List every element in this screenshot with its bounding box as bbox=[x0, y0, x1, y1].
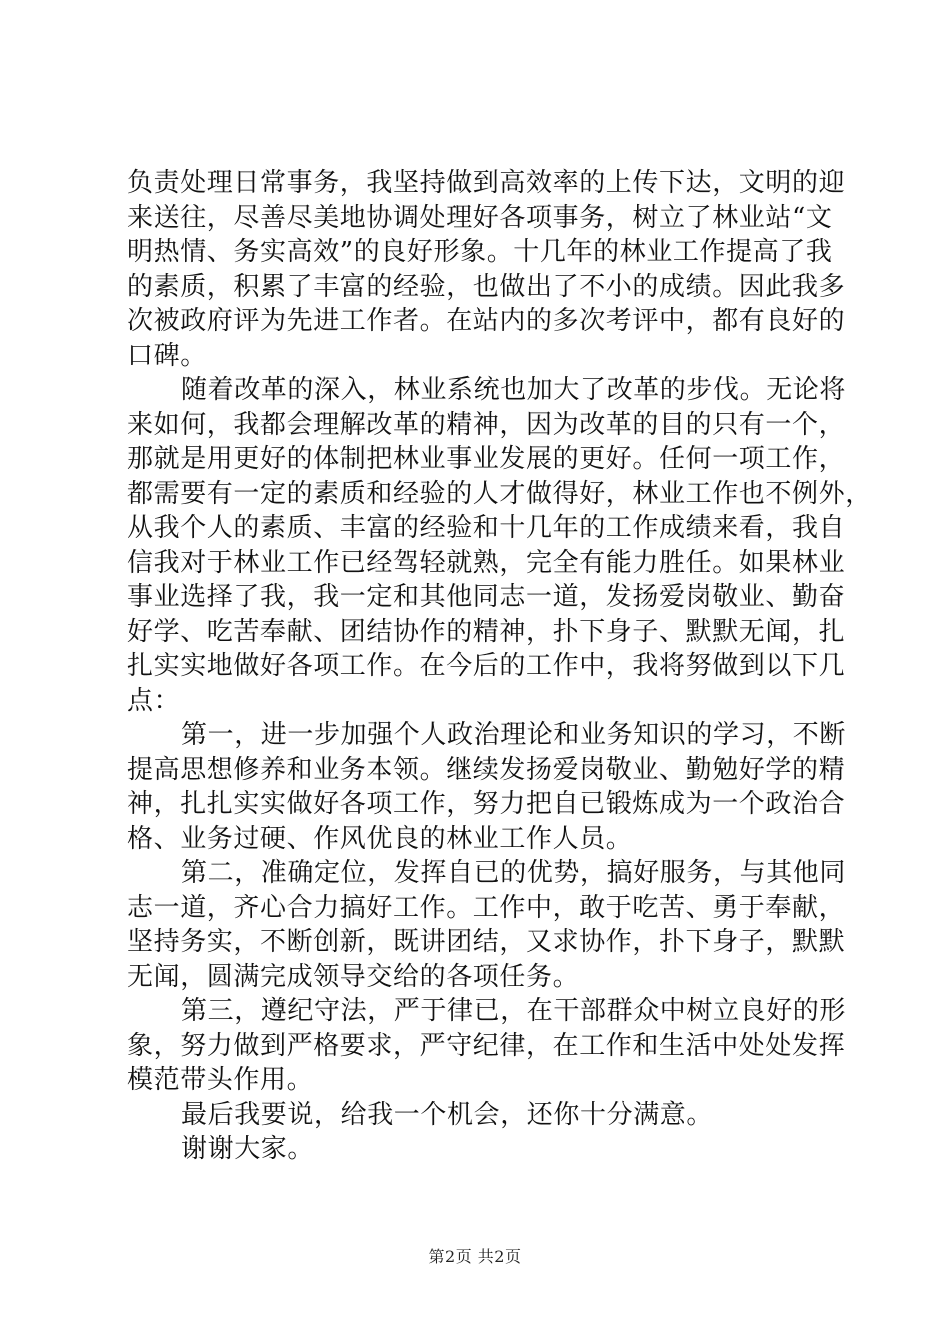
text-line: 最后我要说，给我一个机会，还你十分满意。 bbox=[181, 1099, 714, 1130]
text-line: 来送往，尽善尽美地协调处理好各项事务，树立了林业站“文 bbox=[127, 202, 833, 233]
text-line: 次被政府评为先进工作者。在站内的多次考评中，都有良好的 bbox=[127, 306, 846, 336]
text-line: 那就是用更好的体制把林业事业发展的更好。任何一项工作， bbox=[127, 444, 846, 474]
text-line: 模范带头作用。 bbox=[127, 1065, 314, 1095]
text-line: 提高思想修养和业务本领。继续发扬爱岗敬业、勤勉好学的精 bbox=[127, 754, 846, 785]
text-line: 负责处理日常事务，我坚持做到高效率的上传下达，文明的迎 bbox=[127, 168, 846, 198]
text-line: 象，努力做到严格要求，严守纪律，在工作和生活中处处发挥 bbox=[127, 1030, 846, 1061]
body-text bbox=[127, 166, 872, 1167]
text-line: 事业选择了我，我一定和其他同志一道，发扬爱岗敬业、勤奋 bbox=[127, 582, 846, 612]
text-line: 第二，准确定位，发挥自已的优势，搞好服务，与其他同 bbox=[181, 858, 847, 888]
text-line: 的素质，积累了丰富的经验，也做出了不小的成绩。因此我多 bbox=[127, 271, 846, 302]
text-line: 无闻，圆满完成领导交给的各项任务。 bbox=[127, 961, 580, 992]
text-line: 格、业务过硬、作风优良的林业工作人员。 bbox=[127, 823, 633, 854]
text-line: 明热情、务实高效”的良好形象。十几年的林业工作提高了我 bbox=[127, 237, 833, 267]
text-line: 坚持务实，不断创新，既讲团结，又求协作，扑下身子，默默 bbox=[127, 927, 846, 957]
text-line: 好学、吃苦奉献、团结协作的精神，扑下身子、默默无闻，扎 bbox=[127, 616, 846, 647]
text-line: 来如何，我都会理解改革的精神，因为改革的目的只有一个， bbox=[127, 409, 846, 440]
text-line: 志一道，齐心合力搞好工作。工作中，敢于吃苦、勇于奉献， bbox=[127, 892, 846, 923]
text-line: 谢谢大家。 bbox=[181, 1134, 315, 1164]
text-line: 点： bbox=[127, 685, 181, 716]
text-line: 信我对于林业工作已经驾轻就熟，完全有能力胜任。如果林业 bbox=[127, 547, 846, 578]
text-line: 口碑。 bbox=[127, 340, 207, 371]
text-line: 从我个人的素质、丰富的经验和十几年的工作成绩来看，我自 bbox=[127, 513, 846, 543]
page-footer: 第2页 共2页 bbox=[428, 1247, 522, 1266]
text-line: 神，扎扎实实做好各项工作，努力把自已锻炼成为一个政治合 bbox=[127, 789, 846, 819]
text-line: 第一，进一步加强个人政治理论和业务知识的学习，不断 bbox=[181, 720, 847, 750]
text-line: 扎实实地做好各项工作。在今后的工作中，我将努做到以下几 bbox=[127, 651, 846, 681]
text-line: 第三，遵纪守法，严于律已，在干部群众中树立良好的形 bbox=[181, 996, 847, 1026]
text-line: 随着改革的深入，林业系统也加大了改革的步伐。无论将 bbox=[181, 375, 847, 405]
text-line: 都需要有一定的素质和经验的人才做得好，林业工作也不例外， bbox=[127, 478, 872, 509]
